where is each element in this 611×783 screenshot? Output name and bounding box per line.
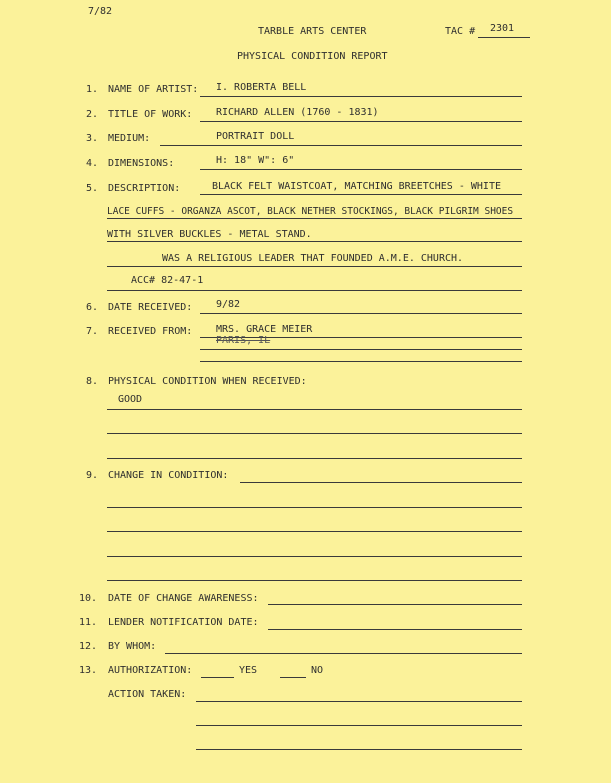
report-date: 7/82 — [88, 6, 113, 17]
item-number-13: 13. — [79, 665, 98, 676]
item-number-6: 6. — [86, 302, 99, 313]
item-number-12: 12. — [79, 641, 98, 652]
by-whom-label: BY WHOM: — [108, 641, 157, 652]
medium-label: MEDIUM: — [108, 133, 151, 144]
date-change-label: DATE OF CHANGE AWARENESS: — [108, 593, 259, 604]
description-line-3: WITH SILVER BUCKLES - METAL STAND. — [107, 229, 312, 240]
medium-value: PORTRAIT DOLL — [216, 131, 295, 142]
item-number-1: 1. — [86, 84, 99, 95]
condition-rule-3 — [107, 458, 522, 459]
authorization-no: NO — [311, 665, 324, 676]
item-number-2: 2. — [86, 109, 99, 120]
artist-value: I. ROBERTA BELL — [216, 82, 307, 93]
description-rule-1 — [200, 194, 522, 195]
authorization-yes: YES — [239, 665, 258, 676]
item-number-8: 8. — [86, 376, 99, 387]
item-number-10: 10. — [79, 593, 98, 604]
dimensions-value: H: 18" W": 6" — [216, 155, 295, 166]
item-number-9: 9. — [86, 470, 99, 481]
received-from-label: RECEIVED FROM: — [108, 326, 193, 337]
tac-number: 2301 — [490, 23, 515, 34]
description-line-2: LACE CUFFS - ORGANZA ASCOT, BLACK NETHER STOCKINGS, BLACK PILGRIM SHOES — [107, 206, 514, 217]
dimensions-label: DIMENSIONS: — [108, 158, 175, 169]
item-number-5: 5. — [86, 183, 99, 194]
tac-label: TAC # — [445, 26, 476, 37]
date-received-value: 9/82 — [216, 299, 241, 310]
description-rule-5 — [107, 290, 522, 291]
description-line-5: ACC# 82-47-1 — [131, 275, 204, 286]
medium-line — [160, 145, 522, 146]
date-received-line — [200, 313, 522, 314]
condition-rule-2 — [107, 433, 522, 434]
change-rule-4 — [107, 556, 522, 557]
date-received-label: DATE RECEIVED: — [108, 302, 193, 313]
organization-name: TARBLE ARTS CENTER — [258, 26, 367, 37]
authorization-label: AUTHORIZATION: — [108, 665, 193, 676]
description-line-1: BLACK FELT WAISTCOAT, MATCHING BREETCHES - WHITE — [212, 181, 501, 192]
condition-rule-1 — [107, 409, 522, 410]
item-number-7: 7. — [86, 326, 99, 337]
title-line — [200, 121, 522, 122]
received-from-line-3 — [200, 361, 522, 362]
change-rule-2 — [107, 507, 522, 508]
description-line-4: WAS A RELIGIOUS LEADER THAT FOUNDED A.M.E. CHURCH. — [162, 253, 464, 264]
change-condition-label: CHANGE IN CONDITION: — [108, 470, 229, 481]
artist-label: NAME OF ARTIST: — [108, 84, 199, 95]
change-rule-1 — [240, 482, 522, 483]
item-number-11: 11. — [79, 617, 98, 628]
action-rule-1 — [196, 701, 522, 702]
title-value: RICHARD ALLEN (1760 - 1831) — [216, 107, 379, 118]
artist-line — [200, 96, 522, 97]
description-label: DESCRIPTION: — [108, 183, 181, 194]
condition-received-label: PHYSICAL CONDITION WHEN RECEIVED: — [108, 376, 307, 387]
lender-date-line — [268, 629, 522, 630]
title-label: TITLE OF WORK: — [108, 109, 193, 120]
action-rule-3 — [196, 749, 522, 750]
change-rule-5 — [107, 580, 522, 581]
dimensions-line — [200, 169, 522, 170]
change-rule-3 — [107, 531, 522, 532]
item-number-4: 4. — [86, 158, 99, 169]
tac-number-line — [478, 37, 530, 38]
description-rule-3 — [107, 241, 522, 242]
report-title: PHYSICAL CONDITION REPORT — [237, 51, 388, 62]
description-rule-4 — [107, 266, 522, 267]
action-rule-2 — [196, 725, 522, 726]
authorization-no-line — [280, 677, 306, 678]
date-change-line — [268, 604, 522, 605]
by-whom-line — [165, 653, 522, 654]
authorization-yes-line — [201, 677, 234, 678]
description-rule-2 — [107, 218, 522, 219]
action-taken-label: ACTION TAKEN: — [108, 689, 187, 700]
received-from-line-2 — [200, 349, 522, 350]
item-number-3: 3. — [86, 133, 99, 144]
lender-date-label: LENDER NOTIFICATION DATE: — [108, 617, 259, 628]
received-from-city: PARIS, IL — [216, 335, 271, 346]
received-from-value: MRS. GRACE MEIER — [216, 324, 313, 335]
condition-received-value: GOOD — [118, 394, 143, 405]
